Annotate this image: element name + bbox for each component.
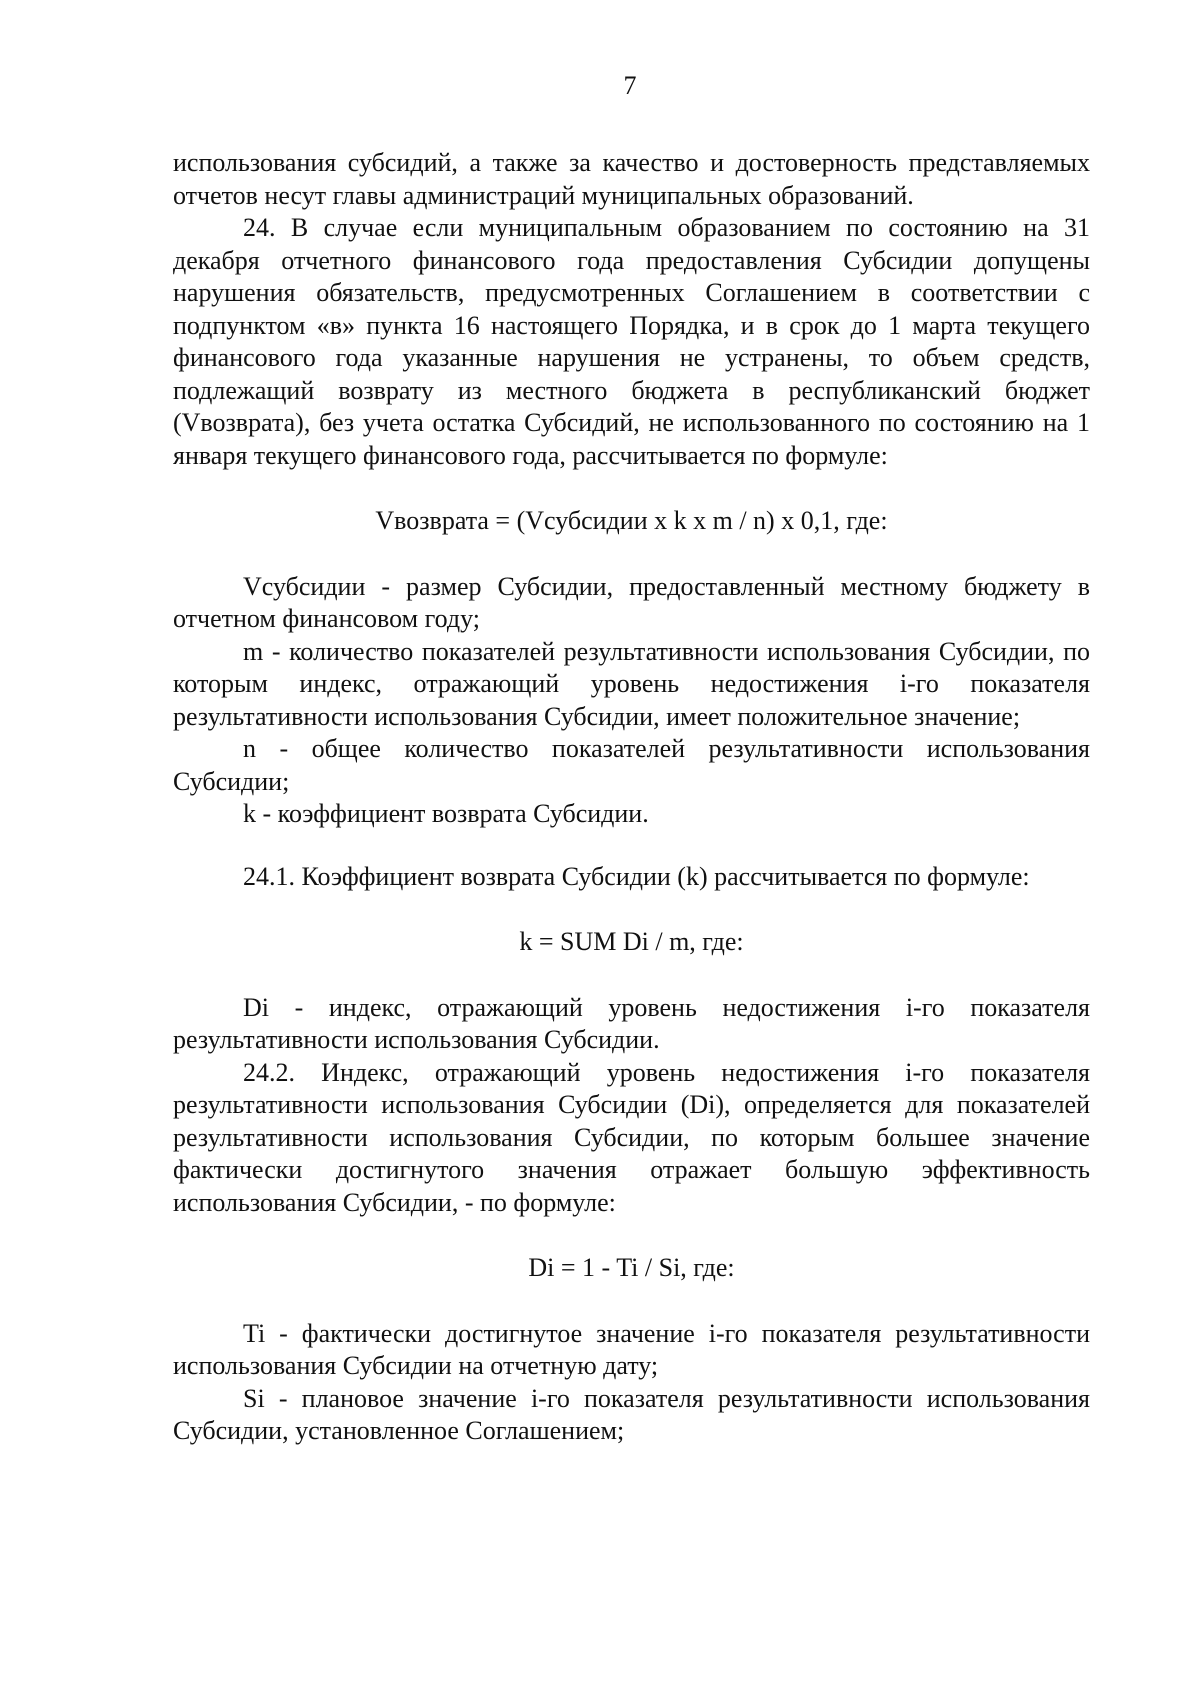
paragraph-24-2: 24.2. Индекс, отражающий уровень недостижения i-го показателя результативности использования Субсидии (Di), определяется для показателей результативности использования Субсидии, по которым большее значение фактически достигнутого значения отражает большую эффективность использования Субсидии, - по формуле: (173, 1057, 1090, 1217)
definition-n: n - общее количество показателей результативности использования Субсидии; (173, 734, 1090, 796)
definition-k: k - коэффициент возврата Субсидии. (243, 799, 649, 828)
formula-di: Di = 1 - Ti / Si, где: (528, 1253, 735, 1282)
paragraph-continuation: использования субсидий, а также за качество и достоверность представляемых отчетов несут главы администраций муниципальных образований. (173, 148, 1090, 210)
paragraph-24-1: 24.1. Коэффициент возврата Субсидии (k) рассчитывается по формуле: (243, 861, 1030, 891)
definition-di: Di - индекс, отражающий уровень недостижения i-го показателя результативности использования Субсидии. (173, 992, 1090, 1054)
definition-vsubsidy: Vсубсидии - размер Субсидии, предоставленный местному бюджету в отчетном финансовом году; (173, 571, 1090, 633)
definition-m: m - количество показателей результативности использования Субсидии, по которым индекс, отражающий уровень недостижения i-го показателя результативности использования Субсидии, имеет положительное значение; (173, 636, 1090, 731)
formula-vreturn: Vвозврата = (Vсубсидии x k x m / n) x 0,1, где: (375, 506, 888, 535)
paragraph-24: 24. В случае если муниципальным образованием по состоянию на 31 декабря отчетного финансового года предоставления Субсидии допущены нарушения обязательств, предусмотренных Соглашением в соответствии с подпунктом «в» пункта 16 настоящего Порядка, и в срок до 1 марта текущего финансового года указанные нарушения не устранены, то объем средств, подлежащий возврату из местного бюджета в республиканский бюджет (Vвозврата), без учета остатка Субсидий, не использованного по состоянию на 1 января текущего финансового года, рассчитывается по формуле: (173, 213, 1090, 470)
formula-k: k = SUM Di / m, где: (519, 927, 744, 956)
document-body (173, 147, 1090, 1448)
definition-ti: Ti - фактически достигнутое значение i-го показателя результативности использования Субсидии на отчетную дату; (173, 1318, 1090, 1380)
definition-si: Si - плановое значение i-го показателя результативности использования Субсидии, установленное Соглашением; (173, 1383, 1090, 1445)
page-number: 7 (623, 71, 637, 100)
